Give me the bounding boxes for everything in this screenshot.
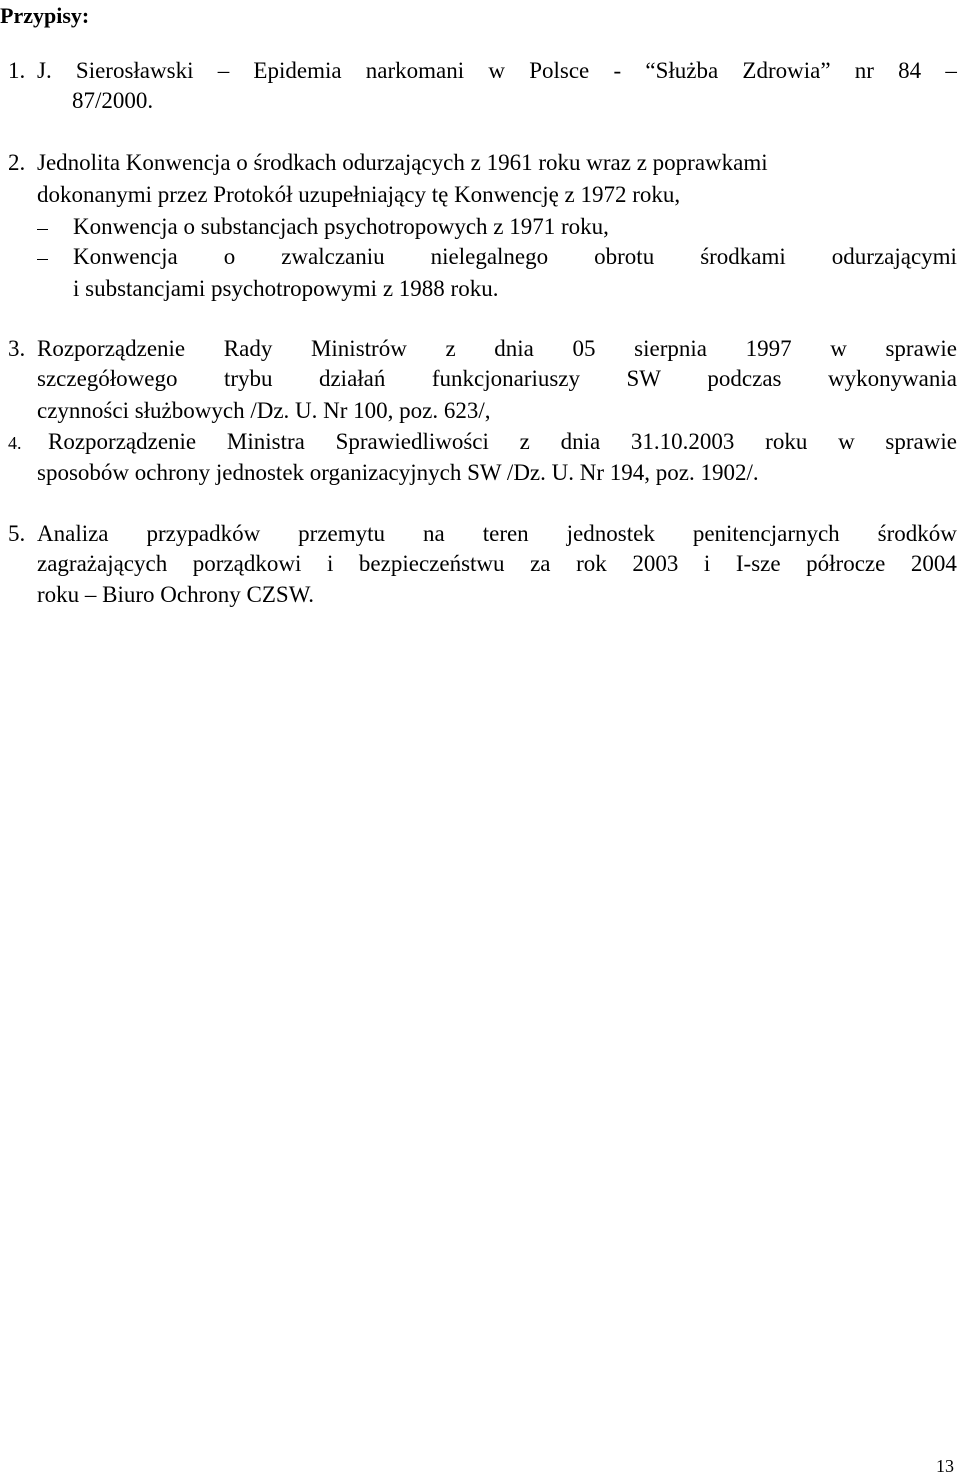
word: w (830, 336, 847, 361)
word: na (423, 521, 445, 546)
word: sprawie (885, 429, 957, 454)
word: zwalczaniu (281, 244, 385, 269)
footnote-line (37, 549, 957, 579)
word: Rozporządzenie (48, 429, 197, 454)
word: 31.10.2003 (630, 429, 735, 454)
word: o (223, 244, 236, 269)
word: dnia (560, 429, 601, 454)
dash-bullet (37, 259, 48, 260)
footnote-line: roku – Biuro Ochrony CZSW. (37, 582, 315, 607)
word: “Służba (645, 58, 719, 83)
word: w (488, 58, 505, 83)
word: - (613, 58, 622, 83)
footnote-number: 2. (8, 150, 26, 175)
word: środków (877, 521, 957, 546)
footnote-line: Konwencja o substancjach psychotropowych z 1971 roku, (73, 214, 609, 239)
word: przypadków (146, 521, 261, 546)
footnote-line: 87/2000. (72, 88, 154, 113)
word: wykonywania (827, 366, 957, 391)
word: półrocze (806, 551, 886, 576)
word: Epidemia (253, 58, 342, 83)
word: 1997 (745, 336, 792, 361)
word: Ministra (226, 429, 305, 454)
word: w (838, 429, 855, 454)
word: bezpieczeństwu (358, 551, 505, 576)
word: 2004 (910, 551, 957, 576)
word: SW (626, 366, 661, 391)
word: przemytu (298, 521, 386, 546)
footnote-line (48, 427, 957, 457)
word: odurzającymi (831, 244, 957, 269)
footnote-number: 3. (8, 336, 26, 361)
word: Zdrowia” (742, 58, 831, 83)
word: zagrażających (37, 551, 168, 576)
word: I-sze (735, 551, 781, 576)
footnote-line: i substancjami psychotropowymi z 1988 roku. (73, 276, 499, 301)
footnotes-heading: Przypisy: (0, 3, 90, 28)
word: dnia (494, 336, 534, 361)
word: – (217, 58, 230, 83)
footnote-line: dokonanymi przez Protokół uzupełniający tę Konwencję z 1972 roku, (37, 182, 681, 207)
word: roku (765, 429, 808, 454)
footnote-line: Jednolita Konwencja o środkach odurzających z 1961 roku wraz z poprawkami (37, 150, 768, 175)
word: szczegółowego (37, 366, 178, 391)
word: penitencjarnych (692, 521, 840, 546)
footnote-number: 5. (8, 521, 26, 546)
word: Ministrów (310, 336, 407, 361)
word: rok (576, 551, 607, 576)
word: z (445, 336, 456, 361)
word: porządkowi (192, 551, 302, 576)
word: funkcjonariuszy (431, 366, 581, 391)
footnote-line (37, 519, 957, 549)
word: sierpnia (634, 336, 707, 361)
word: Rozporządzenie (37, 336, 186, 361)
word: trybu (223, 366, 273, 391)
word: nielegalnego (430, 244, 549, 269)
footnote-line: czynności służbowych /Dz. U. Nr 100, poz. 623/, (37, 398, 491, 423)
dash-bullet (37, 229, 48, 230)
footnote-line (37, 334, 957, 364)
word: podczas (707, 366, 782, 391)
word: – (945, 58, 957, 83)
word: narkomani (365, 58, 465, 83)
word: teren (482, 521, 529, 546)
word: i (326, 551, 334, 576)
footnote-line (37, 364, 957, 394)
word: sprawie (885, 336, 957, 361)
footnote-line (73, 242, 957, 272)
word: 84 (898, 58, 922, 83)
word: nr (854, 58, 874, 83)
word: i (703, 551, 711, 576)
footnote-number: 4. (8, 433, 22, 453)
page-number: 13 (936, 1456, 954, 1476)
word: obrotu (594, 244, 655, 269)
word: Rady (223, 336, 273, 361)
word: z (519, 429, 530, 454)
word: Konwencja (73, 244, 178, 269)
footnote-line: sposobów ochrony jednostek organizacyjnych SW /Dz. U. Nr 194, poz. 1902/. (37, 460, 759, 485)
word: jednostek (566, 521, 655, 546)
footnote-line (37, 56, 957, 86)
word: J. (37, 58, 52, 83)
word: 2003 (632, 551, 679, 576)
word: Analiza (37, 521, 109, 546)
word: działań (318, 366, 386, 391)
word: środkami (700, 244, 786, 269)
word: za (530, 551, 551, 576)
word: Sprawiedliwości (335, 429, 489, 454)
footnote-number: 1. (8, 58, 26, 83)
word: Polsce (529, 58, 590, 83)
word: 05 (572, 336, 596, 361)
word: Sierosławski (75, 58, 194, 83)
